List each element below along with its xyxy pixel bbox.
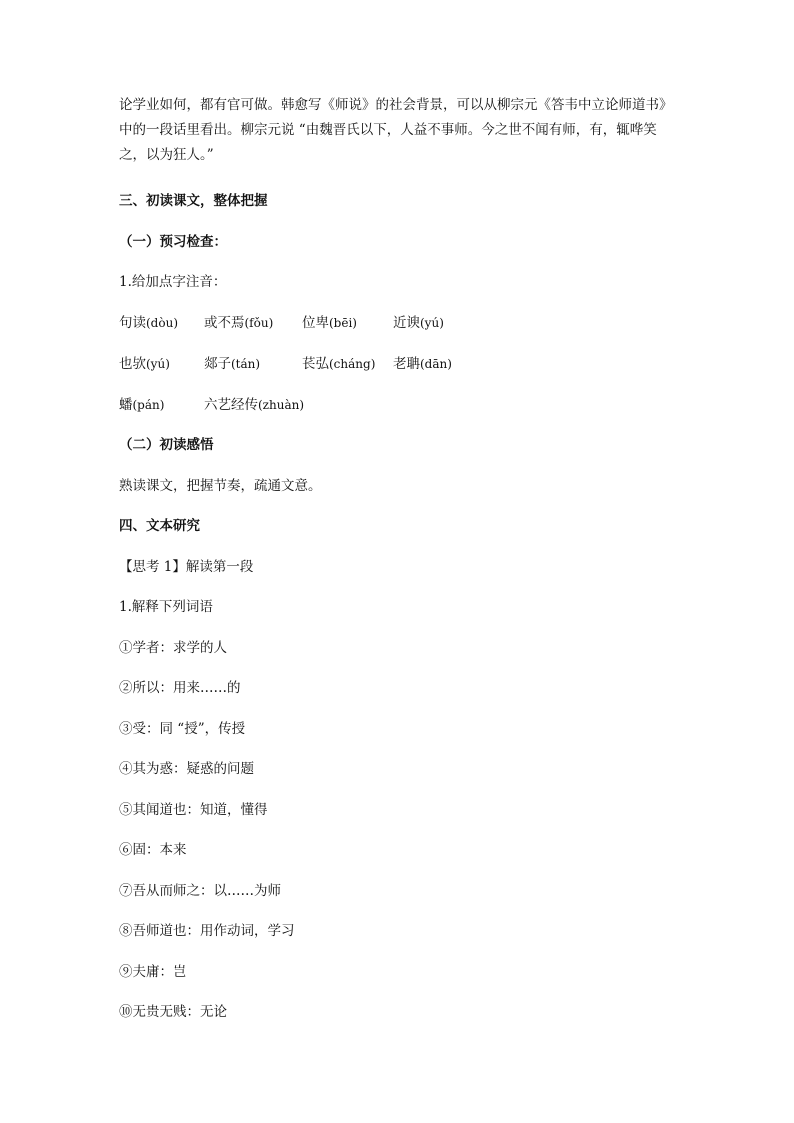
- subsection-preview-check-heading: （一）预习检查：: [119, 234, 227, 250]
- pinyin-item: 句读(dòu): [119, 315, 178, 331]
- vocab-item: ⑥固：本来: [119, 842, 187, 858]
- vocab-item: ⑩无贵无贱：无论: [119, 1004, 227, 1020]
- pinyin-item: 近谀(yú): [393, 315, 444, 331]
- pinyin-item: 位卑(bēi): [302, 315, 357, 331]
- intro-line-3: 之，以为狂人。”: [119, 147, 214, 163]
- pinyin-item: 苌弘(cháng): [302, 356, 376, 372]
- pinyin-item: 郯子(tán): [204, 356, 261, 372]
- pinyin-item: 蟠(pán): [119, 397, 165, 413]
- subsection-first-reading-heading: （二）初读感悟: [119, 437, 214, 453]
- pinyin-item: 也欤(yú): [119, 356, 170, 372]
- vocab-item: ⑦吾从而师之：以……为师: [119, 883, 281, 899]
- section-4-heading: 四、文本研究: [119, 518, 200, 534]
- vocab-item: ③受：同 “授”，传授: [119, 721, 246, 737]
- first-reading-text: 熟读课文，把握节奏，疏通文意。: [119, 478, 322, 494]
- intro-line-1: 论学业如何，都有官可做。韩愈写《师说》的社会背景，可以从柳宗元《答韦中立论师道书》: [119, 97, 673, 113]
- pinyin-item: 六艺经传(zhuàn): [204, 397, 305, 413]
- intro-paragraph: [119, 93, 679, 168]
- vocab-item: ⑤其闻道也：知道，懂得: [119, 802, 268, 818]
- vocab-item: ④其为惑：疑惑的问题: [119, 761, 254, 777]
- think-1-label: 【思考 1】解读第一段: [119, 559, 254, 575]
- vocab-item: ①学者：求学的人: [119, 640, 227, 656]
- pinyin-item: 或不焉(fǒu): [204, 315, 274, 331]
- vocab-item: ⑨夫庸：岂: [119, 964, 187, 980]
- intro-line-2: 中的一段话里看出。柳宗元说 “由魏晋氏以下，人益不事师。今之世不闻有师，有，辄哗笑: [119, 122, 657, 138]
- vocab-item: ②所以：用来……的: [119, 680, 241, 696]
- pinyin-item: 老聃(dān): [393, 356, 452, 372]
- section-3-heading: 三、初读课文，整体把握: [119, 193, 268, 209]
- vocab-item: ⑧吾师道也：用作动词，学习: [119, 923, 295, 939]
- task-pinyin-instruction: 1.给加点字注音：: [119, 274, 227, 290]
- explain-words-instruction: 1.解释下列词语: [119, 599, 213, 615]
